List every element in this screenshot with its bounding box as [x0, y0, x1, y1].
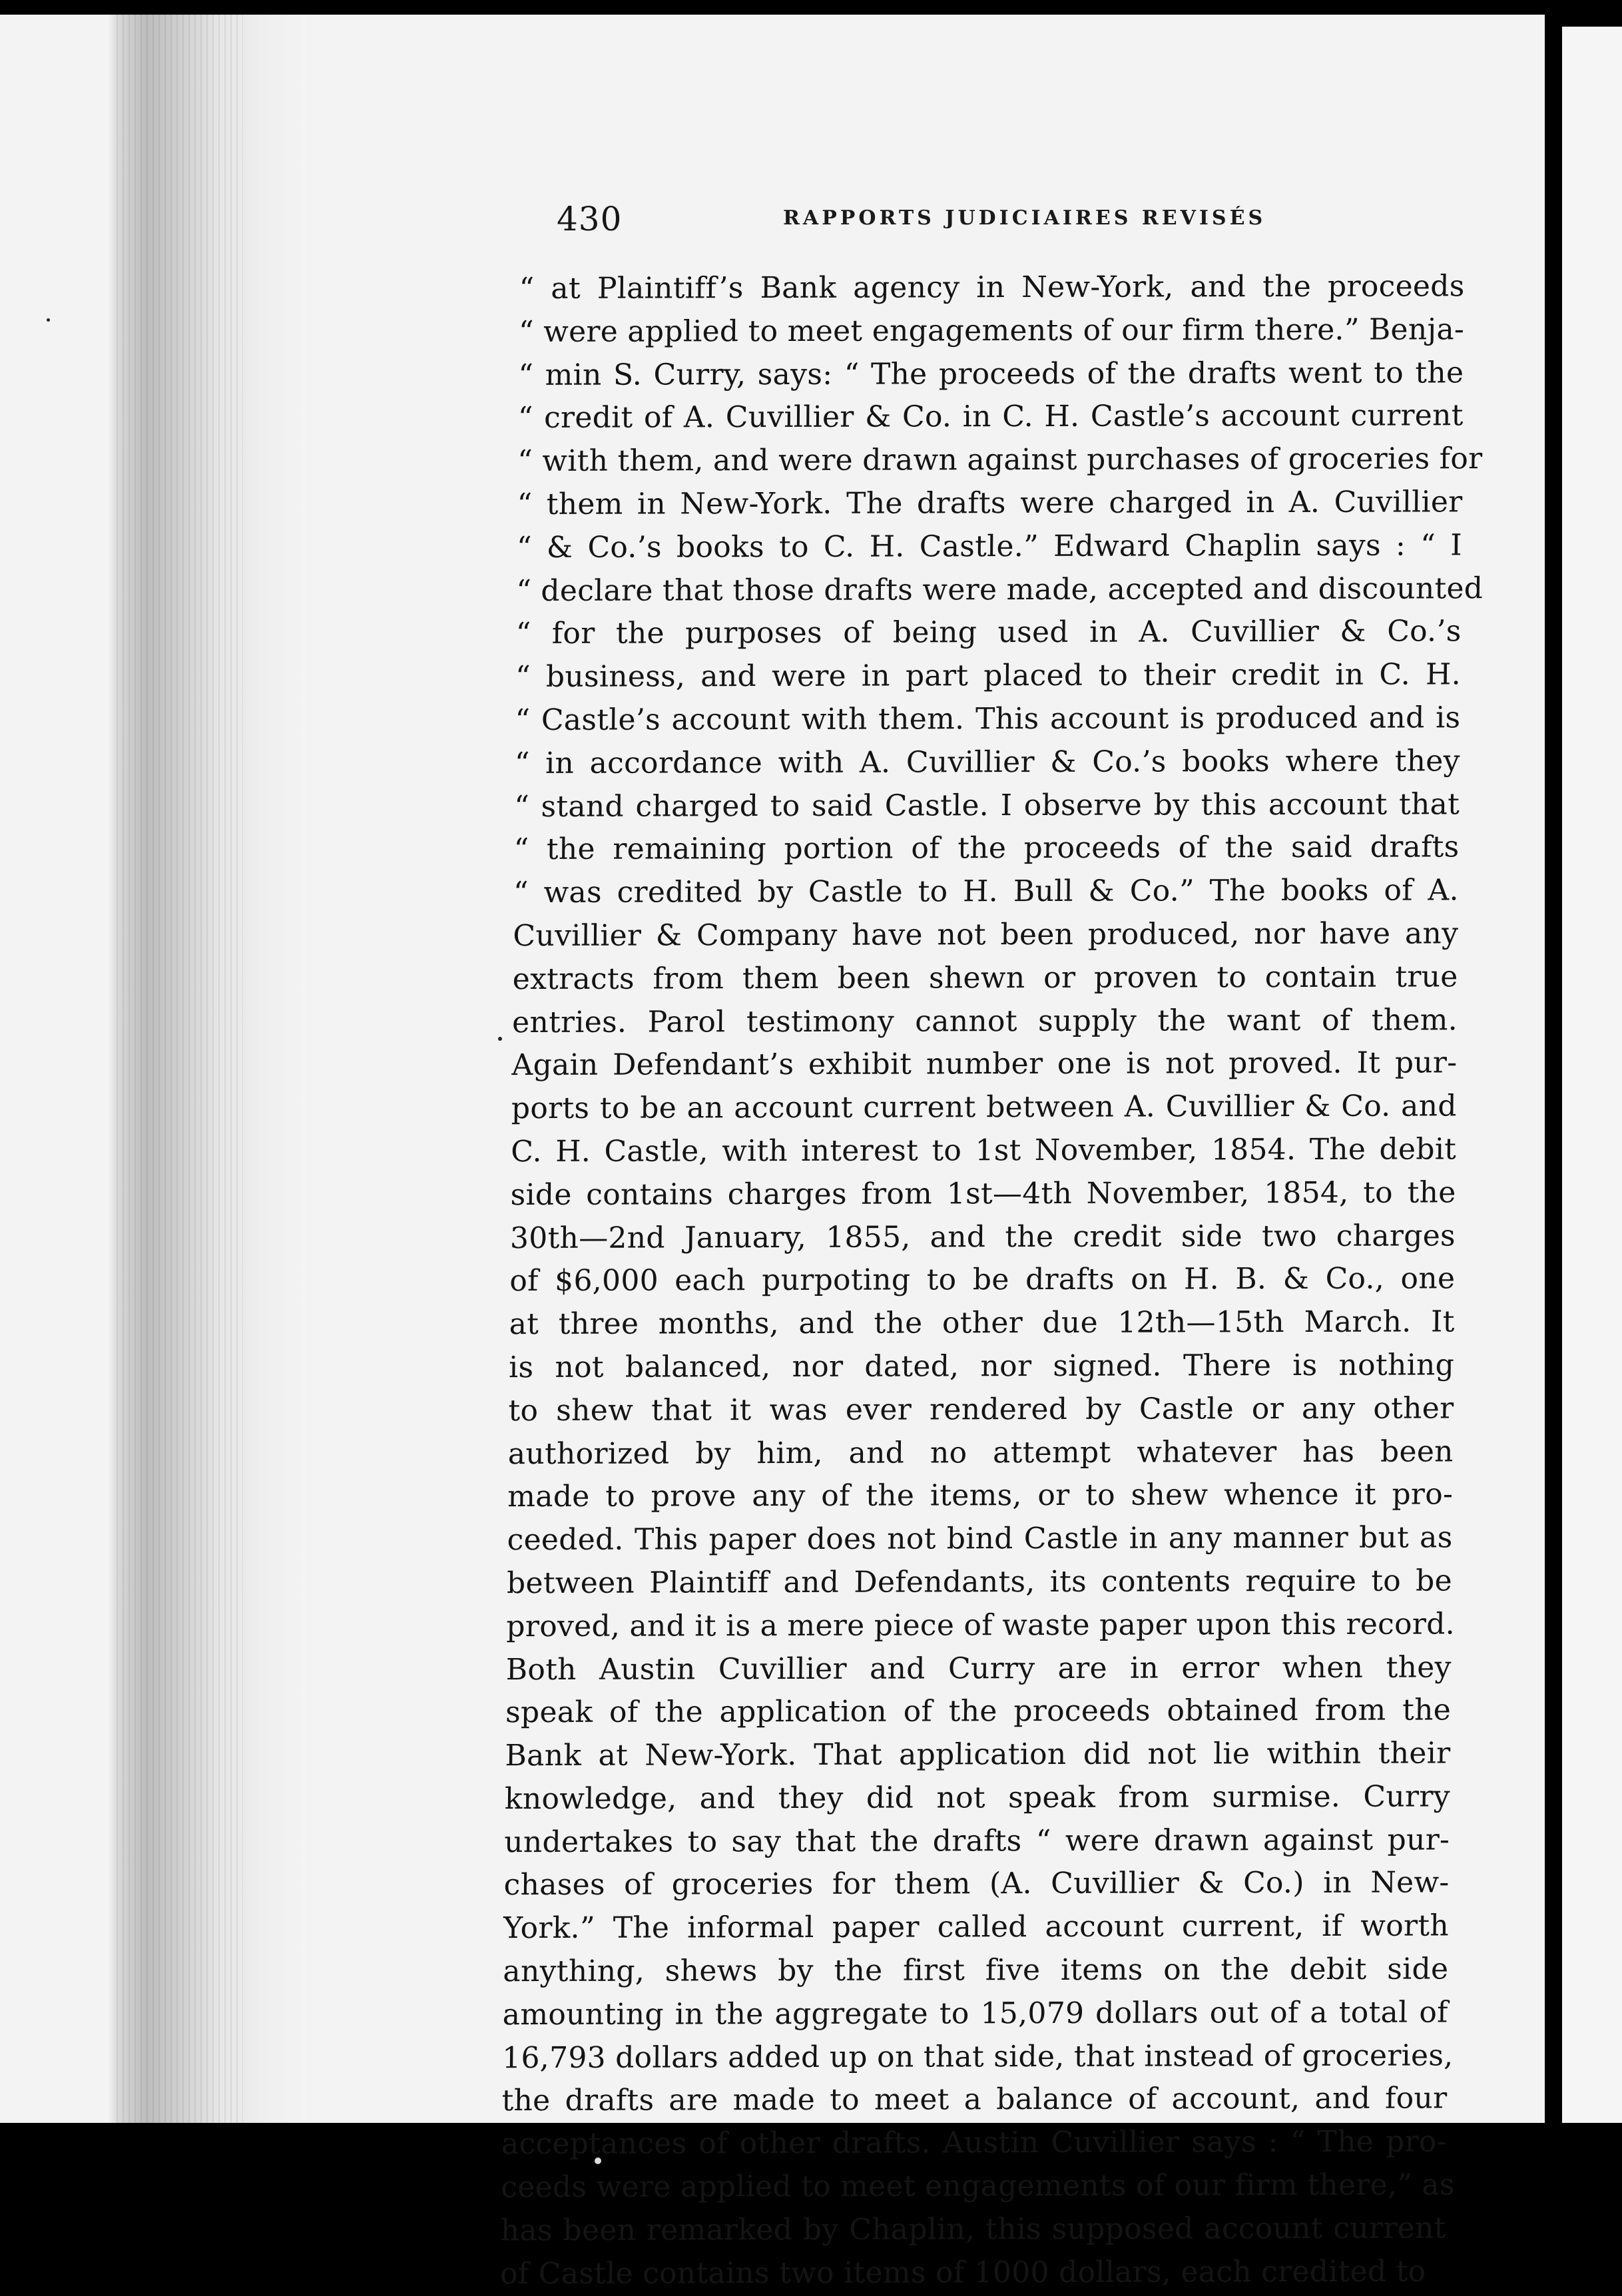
body-text [499, 265, 1484, 2291]
text-line: “ credit of A. Cuvillier & Co. in C. H. Castle’s account current [517, 398, 1464, 435]
running-head: RAPPORTS JUDICIAIRES REVISÉS [783, 206, 1266, 230]
text-line: proved, and it is a mere piece of waste paper upon this record. [506, 1607, 1456, 1643]
text-line: of $6,000 each purpoting to be drafts on H. B. & Co., one [509, 1261, 1456, 1298]
text-line: Cuvillier & Company have not been produced, nor have any [513, 916, 1459, 954]
page-number: 430 [557, 200, 623, 238]
text-line: extracts from them been shewn or proven to contain true [512, 960, 1458, 996]
text-line: Again Defendant’s exhibit number one is not proved. It pur- [511, 1045, 1458, 1083]
text-line: 16,793 dollars added up on that side, that instead of groceries, [501, 2038, 1454, 2075]
text-line: Bank at New-York. That application did not lie within their [505, 1736, 1451, 1773]
text-line: “ was credited by Castle to H. Bull & Co.” The books of A. [513, 873, 1460, 910]
text-line: “ at Plaintiff’s Bank agency in New-York, and the proceeds [519, 269, 1465, 306]
text-line: “ the remaining portion of the proceeds of the said drafts [513, 830, 1460, 867]
text-line: at three months, and the other due 12th—15th March. It [509, 1304, 1455, 1342]
text-line: undertakes to say that the drafts “ were drawn against pur- [504, 1823, 1450, 1859]
text-line: “ Castle’s account with them. This account is produced and is [515, 701, 1461, 738]
text-line: “ business, and were in part placed to their credit in C. H. [515, 657, 1462, 695]
text-line: the drafts are made to meet a balance of account, and four [501, 2081, 1448, 2118]
text-line: “ were applied to meet engagements of our firm there.” Benja- [518, 312, 1465, 349]
text-line: authorized by him, and no attempt whatever has been [507, 1434, 1454, 1471]
text-line: has been remarked by Chaplin, this supposed account current [500, 2211, 1446, 2248]
text-line: knowledge, and they did not speak from surmise. Curry [504, 1779, 1451, 1817]
text-line: Both Austin Cuvillier and Curry are in error when they [505, 1649, 1452, 1687]
text-line: “ them in New-York. The drafts were charged in A. Cuvillier [517, 485, 1463, 522]
text-line: side contains charges from 1st—4th November, 1854, to the [510, 1175, 1456, 1212]
text-line: amounting in the aggregate to 15,079 dollars out of a total of [502, 1995, 1448, 2032]
text-line: entries. Parol testimony cannot supply the want of them. [511, 1002, 1458, 1039]
text-line: York.” The informal paper called account current, if worth [503, 1908, 1450, 1946]
text-line: between Plaintiff and Defendants, its contents require to be [506, 1564, 1453, 1601]
text-line: ceeded. This paper does not bind Castle in any manner but as [507, 1520, 1453, 1558]
text-line: “ for the purposes of being used in A. Cuvillier & Co.’s [515, 614, 1462, 651]
text-line: 30th—2nd January, 1855, and the credit side two charges [509, 1218, 1456, 1255]
scan-border-right [1545, 0, 1562, 2123]
left-page-edge [0, 15, 107, 2123]
text-line: “ min S. Curry, says: “ The proceeds of the drafts went to the [518, 355, 1464, 392]
text-line: ceeds were applied to meet engagements of our firm there,” as [501, 2167, 1456, 2205]
text-line: C. H. Castle, with interest to 1st November, 1854. The debit [511, 1132, 1457, 1169]
text-line: “ in accordance with A. Cuvillier & Co.’s books where they [514, 744, 1461, 780]
facing-page-edge [1562, 27, 1622, 2123]
text-line: “ stand charged to said Castle. I observe by this account that [513, 786, 1460, 824]
text-line: to shew that it was ever rendered by Castle or any other [508, 1391, 1454, 1428]
text-line: is not balanced, nor dated, nor signed. There is nothing [508, 1348, 1455, 1385]
text-line: “ with them, and were drawn against purchases of groceries for [517, 441, 1483, 479]
page-stack-edges [117, 15, 243, 2123]
text-line: ports to be an account current between A. Cuvillier & Co. and [511, 1089, 1458, 1126]
text-line: “ & Co.’s books to C. H. Castle.” Edward Chaplin says : “ I [516, 528, 1463, 565]
text-line: “ declare that those drafts were made, accepted and discounted [516, 571, 1484, 608]
text-line: speak of the application of the proceeds obtained from the [505, 1693, 1452, 1730]
text-line: acceptances of other drafts. Austin Cuvillier says : “ The pro- [501, 2124, 1448, 2161]
dust-speck [498, 1037, 502, 1041]
text-line: anything, shews by the first five items on the debit side [503, 1952, 1449, 1989]
dust-speck [47, 318, 50, 322]
page-header [557, 200, 1336, 246]
scan-border-top [0, 0, 1622, 15]
text-line: chases of groceries for them (A. Cuvillier & Co.) in New- [503, 1865, 1450, 1902]
text-line: of Castle contains two items of 1000 dollars, each credited to [499, 2254, 1426, 2291]
text-line: made to prove any of the items, or to shew whence it pro- [507, 1477, 1454, 1514]
